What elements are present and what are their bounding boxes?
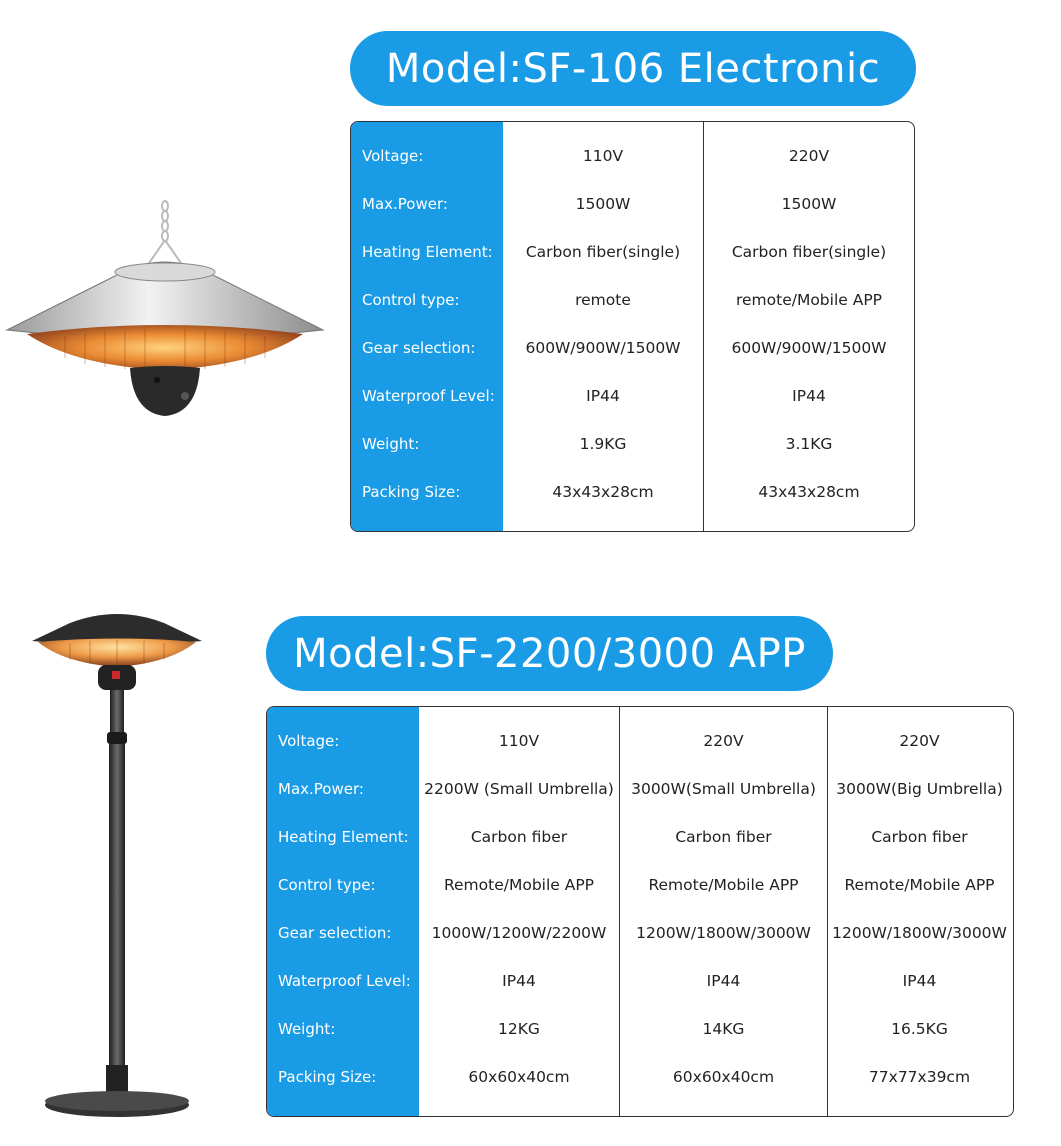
spec-value: 600W/900W/1500W bbox=[525, 339, 681, 357]
spec-column-220v-big bbox=[827, 707, 1011, 1116]
hanging-heater-image bbox=[5, 198, 325, 423]
spec-column-220v-small bbox=[619, 707, 827, 1116]
spec-label: Control type: bbox=[278, 876, 376, 894]
spec-column-110v-2200w bbox=[419, 707, 619, 1116]
spec-label: Voltage: bbox=[278, 732, 340, 750]
spec-value: IP44 bbox=[586, 387, 620, 405]
spec-label: Gear selection: bbox=[362, 339, 476, 357]
spec-value: Carbon fiber(single) bbox=[525, 243, 681, 261]
spec-value: IP44 bbox=[902, 972, 937, 990]
spec-value: 14KG bbox=[702, 1020, 745, 1038]
spec-value: 600W/900W/1500W bbox=[731, 339, 887, 357]
spec-value: 1200W/1800W/3000W bbox=[832, 924, 1007, 942]
spec-value: 3000W(Small Umbrella) bbox=[631, 780, 816, 798]
spec-table-sf-106 bbox=[350, 121, 915, 532]
spec-value: 220V bbox=[788, 147, 830, 165]
spec-value: IP44 bbox=[792, 387, 826, 405]
standing-heater-image bbox=[30, 605, 205, 1125]
spec-label: Waterproof Level: bbox=[362, 387, 495, 405]
spec-value: Remote/Mobile APP bbox=[443, 876, 595, 894]
spec-value: 43x43x28cm bbox=[552, 483, 654, 501]
spec-label: Weight: bbox=[278, 1020, 336, 1038]
model-title-sf-2200-3000 bbox=[266, 616, 833, 691]
spec-label-column bbox=[267, 707, 419, 1116]
spec-label: Control type: bbox=[362, 291, 460, 309]
spec-value: 3000W(Big Umbrella) bbox=[836, 780, 1003, 798]
model-title-text: Model:SF-2200/3000 APP bbox=[293, 630, 806, 677]
spec-value: 1.9KG bbox=[579, 435, 627, 453]
spec-value: 3.1KG bbox=[785, 435, 833, 453]
spec-table-sf-2200-3000 bbox=[266, 706, 1014, 1117]
spec-value: 110V bbox=[582, 147, 624, 165]
spec-value: Carbon fiber(single) bbox=[731, 243, 887, 261]
spec-value: 12KG bbox=[498, 1020, 540, 1038]
spec-value: 60x60x40cm bbox=[672, 1068, 775, 1086]
spec-value: 1200W/1800W/3000W bbox=[636, 924, 811, 942]
spec-value: 110V bbox=[498, 732, 540, 750]
spec-value: 77x77x39cm bbox=[868, 1068, 971, 1086]
spec-value: 60x60x40cm bbox=[468, 1068, 570, 1086]
spec-value: IP44 bbox=[502, 972, 536, 990]
spec-label: Packing Size: bbox=[362, 483, 461, 501]
spec-value: IP44 bbox=[706, 972, 741, 990]
spec-value: 1500W bbox=[781, 195, 837, 213]
spec-label: Heating Element: bbox=[278, 828, 409, 846]
spec-label: Max.Power: bbox=[278, 780, 364, 798]
spec-label: Waterproof Level: bbox=[278, 972, 411, 990]
spec-label: Heating Element: bbox=[362, 243, 493, 261]
spec-label: Packing Size: bbox=[278, 1068, 377, 1086]
spec-label: Max.Power: bbox=[362, 195, 448, 213]
spec-label: Voltage: bbox=[362, 147, 424, 165]
model-title-sf-106 bbox=[350, 31, 916, 106]
spec-value: remote/Mobile APP bbox=[735, 291, 883, 309]
spec-column-220v bbox=[703, 122, 914, 531]
spec-value: 1000W/1200W/2200W bbox=[431, 924, 607, 942]
spec-label-column bbox=[351, 122, 503, 531]
spec-value: 2200W (Small Umbrella) bbox=[424, 780, 614, 798]
spec-value: 220V bbox=[899, 732, 940, 750]
spec-label: Weight: bbox=[362, 435, 420, 453]
spec-label: Gear selection: bbox=[278, 924, 392, 942]
spec-value: 220V bbox=[703, 732, 744, 750]
spec-value: Carbon fiber bbox=[470, 828, 568, 846]
model-title-text: Model:SF-106 Electronic bbox=[385, 45, 881, 92]
spec-value: 43x43x28cm bbox=[758, 483, 860, 501]
spec-value: Carbon fiber bbox=[871, 828, 968, 846]
spec-value: 16.5KG bbox=[891, 1020, 948, 1038]
spec-value: remote bbox=[575, 291, 631, 309]
spec-value: Carbon fiber bbox=[675, 828, 772, 846]
spec-value: Remote/Mobile APP bbox=[844, 876, 995, 894]
spec-column-110v bbox=[503, 122, 703, 531]
spec-value: 1500W bbox=[575, 195, 631, 213]
spec-value: Remote/Mobile APP bbox=[648, 876, 799, 894]
